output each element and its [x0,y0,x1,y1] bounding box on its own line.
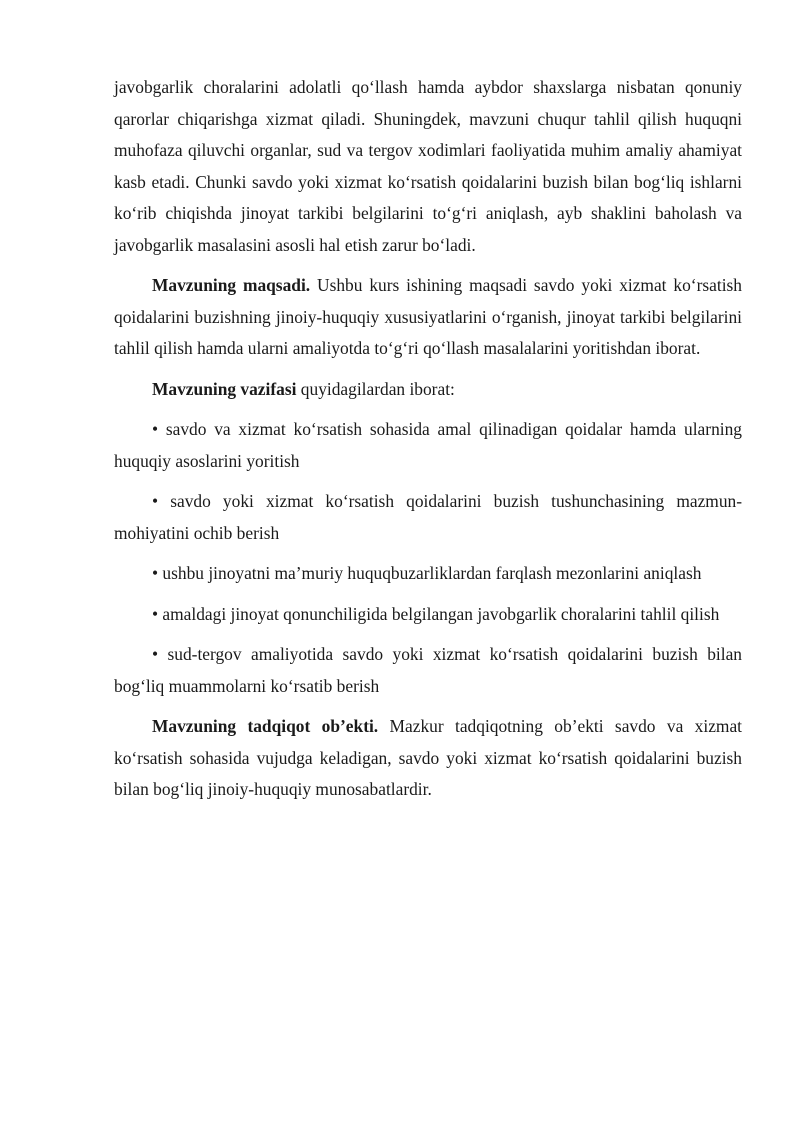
task-item-5 [114,639,742,702]
object-heading: Mavzuning tadqiqot ob’ekti. [152,716,379,736]
list-item-text: • ushbu jinoyatni ma’muriy huquqbuzarliklardan farqlash mezonlarini aniqlash [152,563,702,583]
paragraph-text: javobgarlik choralarini adolatli qo‘llash hamda aybdor shaxslarga nisbatan qonuniy qarorlar chiqarishga xizmat qiladi. Shuningdek, mavzuni chuqur tahlil qilish huquqni muhofaza qiluvchi organlar, sud va tergov xodimlari faoliyatida muhim amaliy ahamiyat kasb etadi. Chunki savdo yoki xizmat ko‘rsatish qoidalarini buzish bilan bog‘liq ishlarni ko‘rib chiqishda jinoyat tarkibi belgilarini to‘g‘ri aniqlash, ayb shaklini baholash va javobgarlik masalasini asosli hal etish zarur bo‘ladi. [114,77,742,255]
task-item-3 [114,558,742,590]
task-item-4 [114,599,742,631]
aim-paragraph [114,270,742,365]
task-item-1 [114,414,742,477]
tasks-paragraph [114,374,742,406]
list-item-text: • sud-tergov amaliyotida savdo yoki xizmat ko‘rsatish qoidalarini buzish bilan bog‘liq muammolarni ko‘rsatib berish [114,644,742,696]
list-item-text: • amaldagi jinoyat qonunchiligida belgilangan javobgarlik choralarini tahlil qilish [152,603,720,624]
paragraph-text: quyidagilardan iborat: [296,378,455,399]
document-page [114,72,742,815]
intro-paragraph [114,72,742,261]
object-paragraph [114,711,742,806]
paragraph-text: Ushbu kurs ishining maqsadi savdo yoki xizmat ko‘rsatish qoidalarini buzishning jinoiy-huquqiy xususiyatlarini o‘rganish, jinoyat tarkibi belgilarini tahlil qilish hamda ularni amaliyotda to‘g‘ri qo‘llash masalalarini yoritishdan iborat. [114,275,742,358]
list-item-text: • savdo va xizmat ko‘rsatish sohasida amal qilinadigan qoidalar hamda ularning huquqiy asoslarini yoritish [114,419,742,471]
paragraph-text: Mazkur tadqiqotning ob’ekti savdo va xizmat ko‘rsatish sohasida vujudga keladigan, savdo yoki xizmat ko‘rsatish qoidalarini buzish bilan bog‘liq jinoiy-huquqiy munosabatlardir. [114,716,742,799]
aim-heading: Mavzuning maqsadi. [152,275,311,295]
tasks-heading: Mavzuning vazifasi [152,378,297,399]
list-item-text: • savdo yoki xizmat ko‘rsatish qoidalarini buzish tushunchasining mazmun-mohiyatini ochib berish [114,491,742,543]
task-item-2 [114,486,742,549]
